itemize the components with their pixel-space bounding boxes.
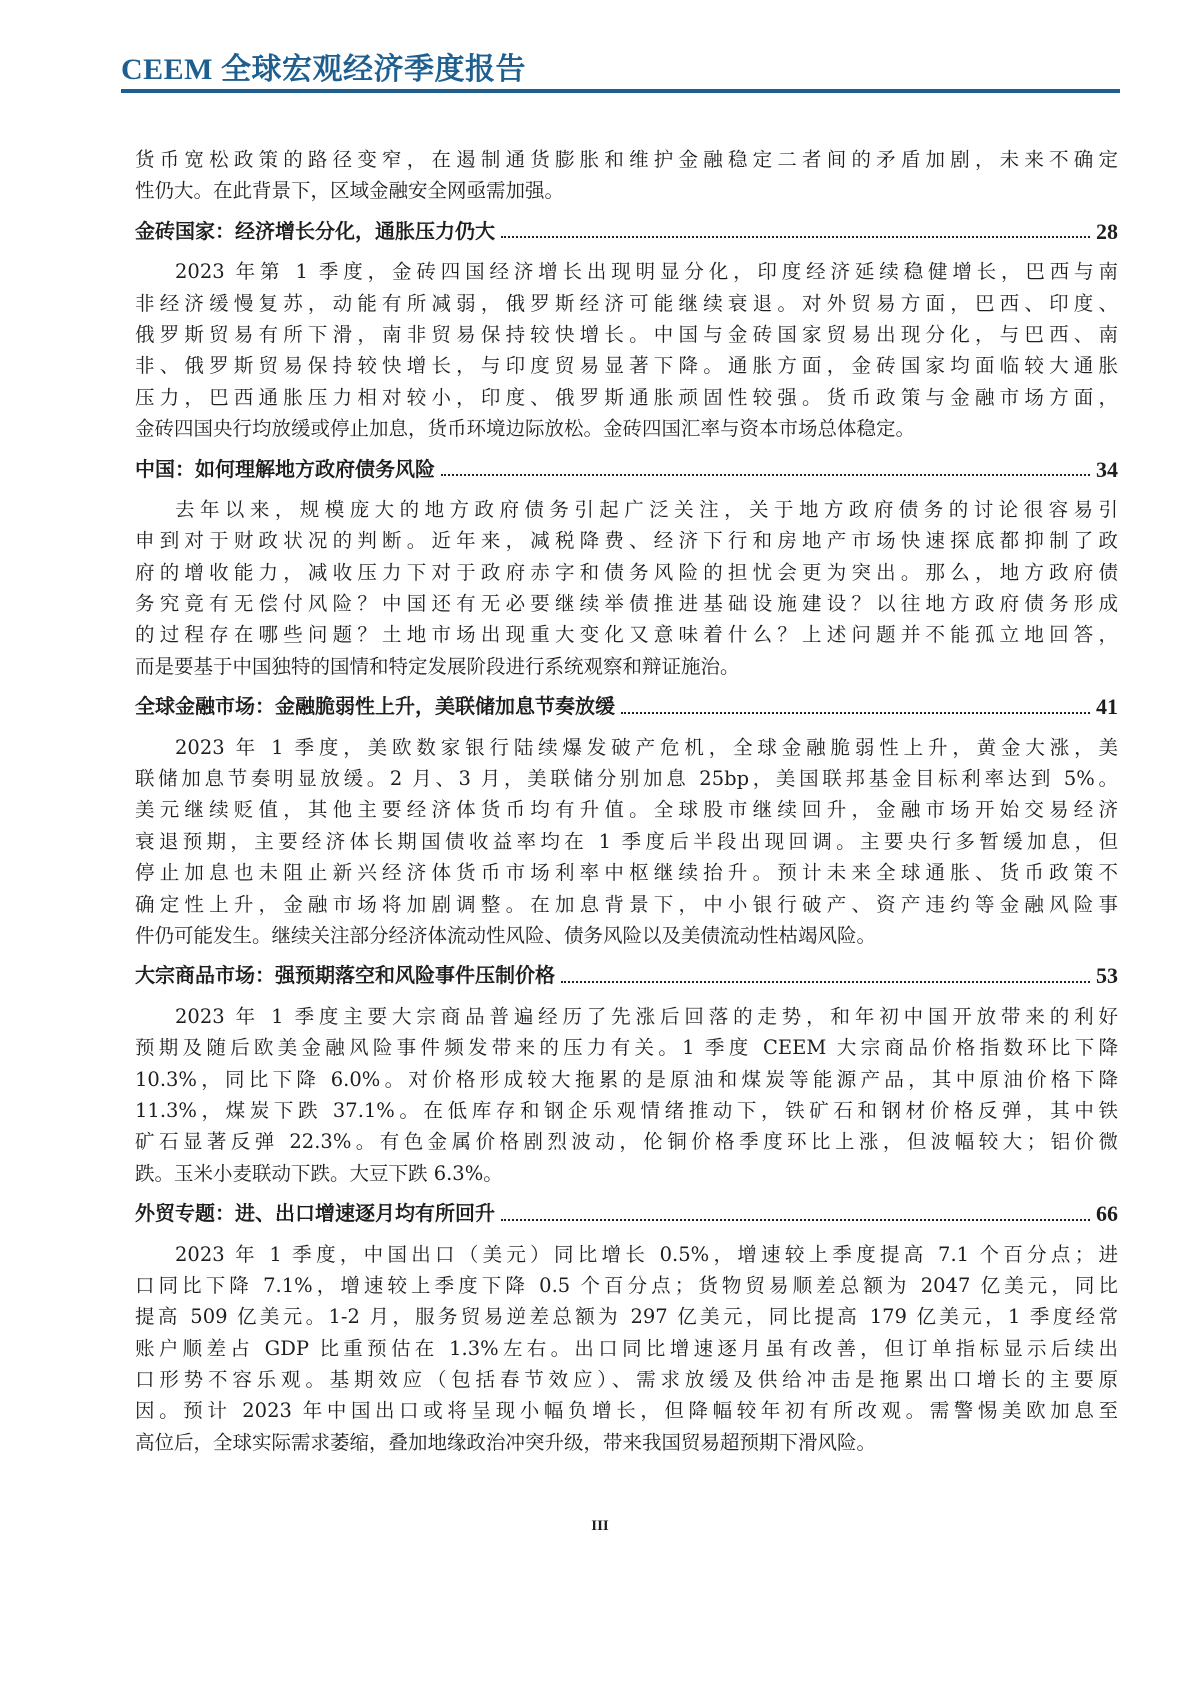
toc-entry-page[interactable]: 41 bbox=[1096, 694, 1118, 720]
toc-entry[interactable] bbox=[135, 960, 1118, 991]
toc-entry-page[interactable]: 53 bbox=[1096, 963, 1118, 989]
section-summary bbox=[135, 732, 1118, 952]
text-line: 俄罗斯贸易有所下滑，南非贸易保持较快增长。中国与金砖国家贸易出现分化，与巴西、南 bbox=[135, 322, 1118, 346]
report-header bbox=[121, 44, 1121, 88]
toc-dot-leader bbox=[441, 474, 1090, 476]
toc-dot-leader bbox=[621, 712, 1090, 714]
toc-entry[interactable] bbox=[135, 1198, 1118, 1229]
text-line: 停止加息也未阻止新兴经济体货币市场利率中枢继续抬升。预计未来全球通胀、货币政策不 bbox=[135, 861, 1118, 885]
text-line: 衰退预期，主要经济体长期国债收益率均在 1 季度后半段出现回调。主要央行多暂缓加息，但 bbox=[135, 829, 1118, 853]
toc-entry-page[interactable]: 28 bbox=[1096, 218, 1118, 244]
text-line: 因。预计 2023 年中国出口或将呈现小幅负增长，但降幅较年初有所改观。需警惕美欧加息至 bbox=[135, 1399, 1118, 1423]
toc-entry-page[interactable]: 66 bbox=[1096, 1201, 1118, 1227]
toc-entry-title[interactable]: 外贸专题：进、出口增速逐月均有所回升 bbox=[135, 1201, 495, 1226]
text-line: 件仍可能发生。继续关注部分经济体流动性风险、债务风险以及美债流动性枯竭风险。 bbox=[135, 923, 877, 947]
toc-section bbox=[135, 216, 1118, 445]
toc-section bbox=[135, 960, 1118, 1189]
text-line: 口形势不容乐观。基期效应（包括春节效应）、需求放缓及供给冲击是拖累出口增长的主要原 bbox=[135, 1368, 1118, 1392]
toc-entry[interactable] bbox=[135, 216, 1118, 247]
toc-entry-title[interactable]: 全球金融市场：金融脆弱性上升，美联储加息节奏放缓 bbox=[135, 694, 615, 719]
toc-dot-leader bbox=[561, 981, 1090, 983]
text-line: 的过程存在哪些问题？土地市场出现重大变化又意味着什么？上述问题并不能孤立地回答， bbox=[135, 623, 1118, 647]
page-number: III bbox=[591, 1518, 609, 1534]
text-line: 2023 年第 1 季度，金砖四国经济增长出现明显分化，印度经济延续稳健增长，巴西与南 bbox=[175, 260, 1118, 284]
text-line: 压力，巴西通胀压力相对较小，印度、俄罗斯通胀顽固性较强。货币政策与金融市场方面， bbox=[135, 385, 1118, 409]
toc-section bbox=[135, 454, 1118, 683]
toc-entry[interactable] bbox=[135, 454, 1118, 485]
text-line: 货币宽松政策的路径变窄，在遏制通货膨胀和维护金融稳定二者间的矛盾加剧，未来不确定 bbox=[135, 148, 1118, 171]
text-line: 美元继续贬值，其他主要经济体货币均有升值。全球股市继续回升，金融市场开始交易经济 bbox=[135, 798, 1118, 822]
text-line: 务究竟有无偿付风险？中国还有无必要继续举债推进基础设施建设？以往地方政府债务形成 bbox=[135, 592, 1118, 616]
toc-entry-title[interactable]: 金砖国家：经济增长分化，通胀压力仍大 bbox=[135, 218, 495, 243]
text-line: 10.3%，同比下降 6.0%。对价格形成较大拖累的是原油和煤炭等能源产品，其中原油价格下降 bbox=[135, 1067, 1118, 1091]
text-line: 金砖四国央行均放缓或停止加息，货币环境边际放松。金砖四国汇率与资本市场总体稳定。 bbox=[135, 417, 916, 441]
toc-dot-leader bbox=[501, 236, 1090, 238]
toc-entry-title[interactable]: 大宗商品市场：强预期落空和风险事件压制价格 bbox=[135, 963, 555, 988]
toc-dot-leader bbox=[501, 1219, 1090, 1221]
toc-entry-title[interactable]: 中国：如何理解地方政府债务风险 bbox=[135, 456, 435, 481]
text-line: 11.3%，煤炭下跌 37.1%。在低库存和钢企乐观情绪推动下，铁矿石和钢材价格反弹，其中铁 bbox=[135, 1098, 1118, 1122]
text-line: 账户顺差占 GDP 比重预估在 1.3%左右。出口同比增速逐月虽有改善，但订单指标显示后续出 bbox=[135, 1336, 1118, 1360]
text-line: 非经济缓慢复苏，动能有所减弱，俄罗斯经济可能继续衰退。对外贸易方面，巴西、印度、 bbox=[135, 291, 1118, 315]
text-line: 预期及随后欧美金融风险事件频发带来的压力有关。1 季度 CEEM 大宗商品价格指数环比下降 bbox=[135, 1036, 1118, 1060]
text-line: 矿石显著反弹 22.3%。有色金属价格剧烈波动，伦铜价格季度环比上涨，但波幅较大；铝价微 bbox=[135, 1130, 1118, 1154]
text-line: 去年以来，规模庞大的地方政府债务引起广泛关注，关于地方政府债务的讨论很容易引 bbox=[175, 497, 1118, 521]
section-summary bbox=[135, 1239, 1118, 1459]
text-line: 跌。玉米小麦联动下跌。大豆下跌 6.3%。 bbox=[135, 1161, 503, 1185]
toc-section bbox=[135, 1198, 1118, 1458]
report-title: CEEM 全球宏观经济季度报告 bbox=[121, 53, 526, 86]
text-line: 确定性上升，金融市场将加剧调整。在加息背景下，中小银行破产、资产违约等金融风险事 bbox=[135, 892, 1118, 916]
section-summary bbox=[135, 1001, 1118, 1189]
section-summary bbox=[135, 256, 1118, 444]
text-line: 2023 年 1 季度，中国出口（美元）同比增长 0.5%，增速较上季度提高 7.1 个百分点；进 bbox=[175, 1242, 1118, 1266]
text-line: 府的增收能力，减收压力下对于政府赤字和债务风险的担忧会更为突出。那么，地方政府债 bbox=[135, 560, 1118, 584]
text-line: 性仍大。在此背景下，区域金融安全网亟需加强。 bbox=[135, 179, 565, 203]
toc-entry[interactable] bbox=[135, 691, 1118, 722]
toc-entry-page[interactable]: 34 bbox=[1096, 456, 1118, 482]
text-line: 而是要基于中国独特的国情和特定发展阶段进行系统观察和辩证施治。 bbox=[135, 654, 740, 678]
page-content bbox=[135, 144, 1118, 1458]
text-line: 提高 509 亿美元。1-2 月，服务贸易逆差总额为 297 亿美元，同比提高 179 亿美元，1 季度经常 bbox=[135, 1305, 1118, 1329]
intro-paragraph bbox=[135, 144, 1118, 207]
text-line: 联储加息节奏明显放缓。2 月、3 月，美联储分别加息 25bp，美国联邦基金目标利率达到 5%。 bbox=[135, 767, 1118, 791]
text-line: 2023 年 1 季度，美欧数家银行陆续爆发破产危机，全球金融脆弱性上升，黄金大涨，美 bbox=[175, 735, 1118, 759]
section-summary bbox=[135, 494, 1118, 682]
text-line: 口同比下降 7.1%，增速较上季度下降 0.5 个百分点；货物贸易顺差总额为 2047 亿美元，同比 bbox=[135, 1273, 1118, 1297]
toc-section bbox=[135, 691, 1118, 951]
text-line: 非、俄罗斯贸易保持较快增长，与印度贸易显著下降。通胀方面，金砖国家均面临较大通胀 bbox=[135, 354, 1118, 378]
text-line: 高位后，全球实际需求萎缩，叠加地缘政治冲突升级，带来我国贸易超预期下滑风险。 bbox=[135, 1430, 877, 1454]
text-line: 2023 年 1 季度主要大宗商品普遍经历了先涨后回落的走势，和年初中国开放带来的利好 bbox=[175, 1004, 1118, 1028]
text-line: 申到对于财政状况的判断。近年来，减税降费、经济下行和房地产市场快速探底都抑制了政 bbox=[135, 529, 1118, 553]
header-divider bbox=[121, 89, 1120, 93]
